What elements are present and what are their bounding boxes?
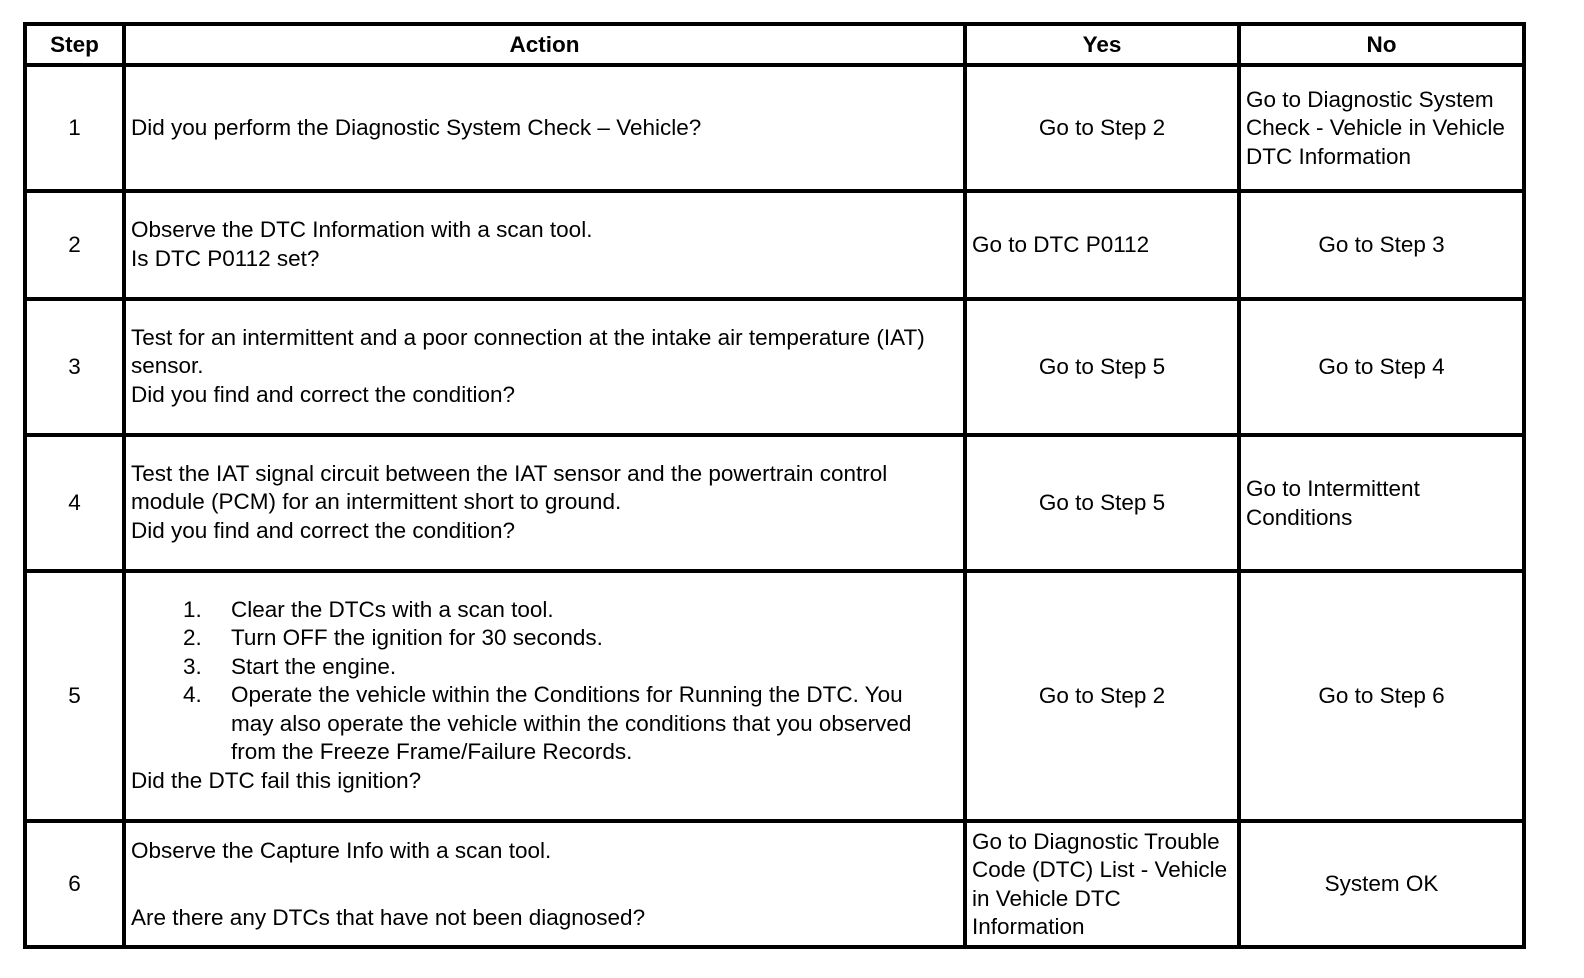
header-row <box>25 24 1524 65</box>
action-cell <box>124 191 965 299</box>
table-row <box>25 299 1524 435</box>
list-item-number: 4. <box>183 682 202 708</box>
yes-text: Go to Step 5 <box>1038 354 1166 380</box>
list-item-number: 2. <box>183 625 202 651</box>
step-number: 3 <box>25 299 124 435</box>
action-question: Did the DTC fail this ignition? <box>131 767 422 793</box>
action-cell <box>124 299 965 435</box>
action-text: Observe the Capture Info with a scan tool. <box>131 838 552 863</box>
yes-cell <box>965 65 1239 191</box>
header-yes: Yes <box>965 24 1239 65</box>
list-item <box>131 653 958 682</box>
no-text: System OK <box>1324 871 1439 897</box>
no-text: Go to Diagnostic System Check - Vehicle in Vehicle DTC Information <box>1246 86 1505 169</box>
no-cell <box>1239 65 1524 191</box>
action-text: Did you perform the Diagnostic System Check – Vehicle? <box>131 115 702 141</box>
table-row <box>25 191 1524 299</box>
list-item-text: Clear the DTCs with a scan tool. <box>231 596 554 622</box>
header-step: Step <box>25 24 124 65</box>
action-question: Are there any DTCs that have not been diagnosed? <box>131 904 646 930</box>
action-text: Test the IAT signal circuit between the IAT sensor and the powertrain control module (PCM) for an intermittent short to ground. <box>131 460 888 515</box>
list-item-number: 3. <box>183 653 202 679</box>
action-steps-list <box>131 596 958 767</box>
list-item-text: Start the engine. <box>231 653 397 679</box>
step-number: 6 <box>25 821 124 947</box>
no-cell <box>1239 571 1524 821</box>
step-number: 4 <box>25 435 124 571</box>
list-item <box>131 681 958 767</box>
header-action: Action <box>124 24 965 65</box>
header-no: No <box>1239 24 1524 65</box>
no-text: Go to Intermittent Conditions <box>1246 476 1420 530</box>
table-row <box>25 821 1524 947</box>
step-number: 1 <box>25 65 124 191</box>
yes-cell <box>965 821 1239 947</box>
list-item-text: Operate the vehicle within the Conditions for Running the DTC. You may also operate the vehicle within the conditions that you observed from the Freeze Frame/Failure Records. <box>231 682 912 765</box>
action-question: Is DTC P0112 set? <box>131 245 320 271</box>
no-cell <box>1239 191 1524 299</box>
yes-cell <box>965 299 1239 435</box>
action-text: Observe the DTC Information with a scan tool. <box>131 217 593 242</box>
step-number: 5 <box>25 571 124 821</box>
list-item <box>131 624 958 653</box>
yes-text: Go to Step 2 <box>1038 683 1166 709</box>
yes-cell <box>965 191 1239 299</box>
action-cell <box>124 65 965 191</box>
yes-cell <box>965 435 1239 571</box>
yes-text: Go to DTC P0112 <box>972 232 1150 258</box>
table-row <box>25 65 1524 191</box>
no-text: Go to Step 3 <box>1318 232 1445 258</box>
list-item <box>131 596 958 625</box>
yes-cell <box>965 571 1239 821</box>
no-text: Go to Step 4 <box>1318 354 1445 380</box>
no-cell <box>1239 821 1524 947</box>
list-item-number: 1. <box>183 596 202 622</box>
table-row <box>25 435 1524 571</box>
yes-text: Go to Step 5 <box>1038 490 1166 516</box>
table-row <box>25 571 1524 821</box>
action-text: Test for an intermittent and a poor connection at the intake air temperature (IAT) sensor. <box>131 324 925 379</box>
action-cell <box>124 435 965 571</box>
action-question: Did you find and correct the condition? <box>131 517 515 543</box>
no-text: Go to Step 6 <box>1318 683 1445 709</box>
action-question: Did you find and correct the condition? <box>131 381 515 407</box>
action-cell <box>124 571 965 821</box>
step-number: 2 <box>25 191 124 299</box>
yes-text: Go to Diagnostic Trouble Code (DTC) List - Vehicle in Vehicle DTC Information <box>972 828 1228 939</box>
yes-text: Go to Step 2 <box>1038 115 1166 141</box>
action-cell <box>124 821 965 947</box>
no-cell <box>1239 435 1524 571</box>
diagnostic-table <box>23 22 1526 949</box>
list-item-text: Turn OFF the ignition for 30 seconds. <box>231 625 603 651</box>
no-cell <box>1239 299 1524 435</box>
